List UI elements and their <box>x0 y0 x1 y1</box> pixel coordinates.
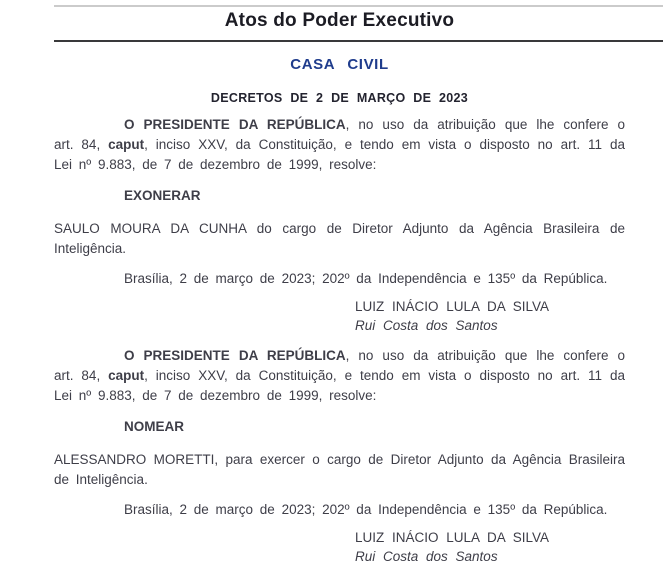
signature-block <box>355 528 625 566</box>
minister-signature: Rui Costa dos Santos <box>355 549 498 564</box>
decrees-heading: DECRETOS DE 2 DE MARÇO DE 2023 <box>210 91 469 105</box>
decree-subject-line: ALESSANDRO MORETTI, para exercer o cargo de Diretor Adjunto da Agência Brasileira de Inteligência. <box>54 452 625 487</box>
top-rule <box>54 5 663 7</box>
decree-exonerar <box>54 115 625 335</box>
president-intro-bold: O PRESIDENTE DA REPÚBLICA <box>124 117 346 132</box>
president-signature: LUIZ INÁCIO LULA DA SILVA <box>355 530 550 545</box>
caput-term: caput <box>108 368 145 383</box>
page-title: Atos do Poder Executivo <box>224 10 455 31</box>
decree-dateline: Brasília, 2 de março de 2023; 202º da Independência e 135º da República. <box>124 271 608 286</box>
decrees-content <box>54 115 625 566</box>
decree-action-word: NOMEAR <box>124 419 184 434</box>
president-intro-bold: O PRESIDENTE DA REPÚBLICA <box>124 348 346 363</box>
decree-subject-line: SAULO MOURA DA CUNHA do cargo de Diretor Adjunto da Agência Brasileira de Inteligência. <box>54 221 625 256</box>
signature-block <box>355 297 625 335</box>
decree-action-word: EXONERAR <box>124 188 201 203</box>
opening-rest-text: , inciso XXV, da Constituição, e tendo em vista o disposto no art. 11 da Lei nº 9.883, de 7 de dezembro de 1999, resolve: <box>54 368 625 403</box>
minister-signature: Rui Costa dos Santos <box>355 318 498 333</box>
decree-opening-paragraph <box>54 115 625 175</box>
section-title: CASA CIVIL <box>290 56 389 73</box>
decree-dateline: Brasília, 2 de março de 2023; 202º da Independência e 135º da República. <box>124 502 608 517</box>
caput-term: caput <box>108 137 145 152</box>
masthead-rule <box>54 40 663 42</box>
decree-nomear <box>54 346 625 566</box>
opening-mid-text: , no uso da atribuição que lhe confere o art. 84, <box>54 348 625 383</box>
decree-opening-paragraph <box>54 346 625 406</box>
president-signature: LUIZ INÁCIO LULA DA SILVA <box>355 299 550 314</box>
opening-rest-text: , inciso XXV, da Constituição, e tendo em vista o disposto no art. 11 da Lei nº 9.883, de 7 de dezembro de 1999, resolve: <box>54 137 625 172</box>
opening-mid-text: , no uso da atribuição que lhe confere o art. 84, <box>54 117 625 152</box>
